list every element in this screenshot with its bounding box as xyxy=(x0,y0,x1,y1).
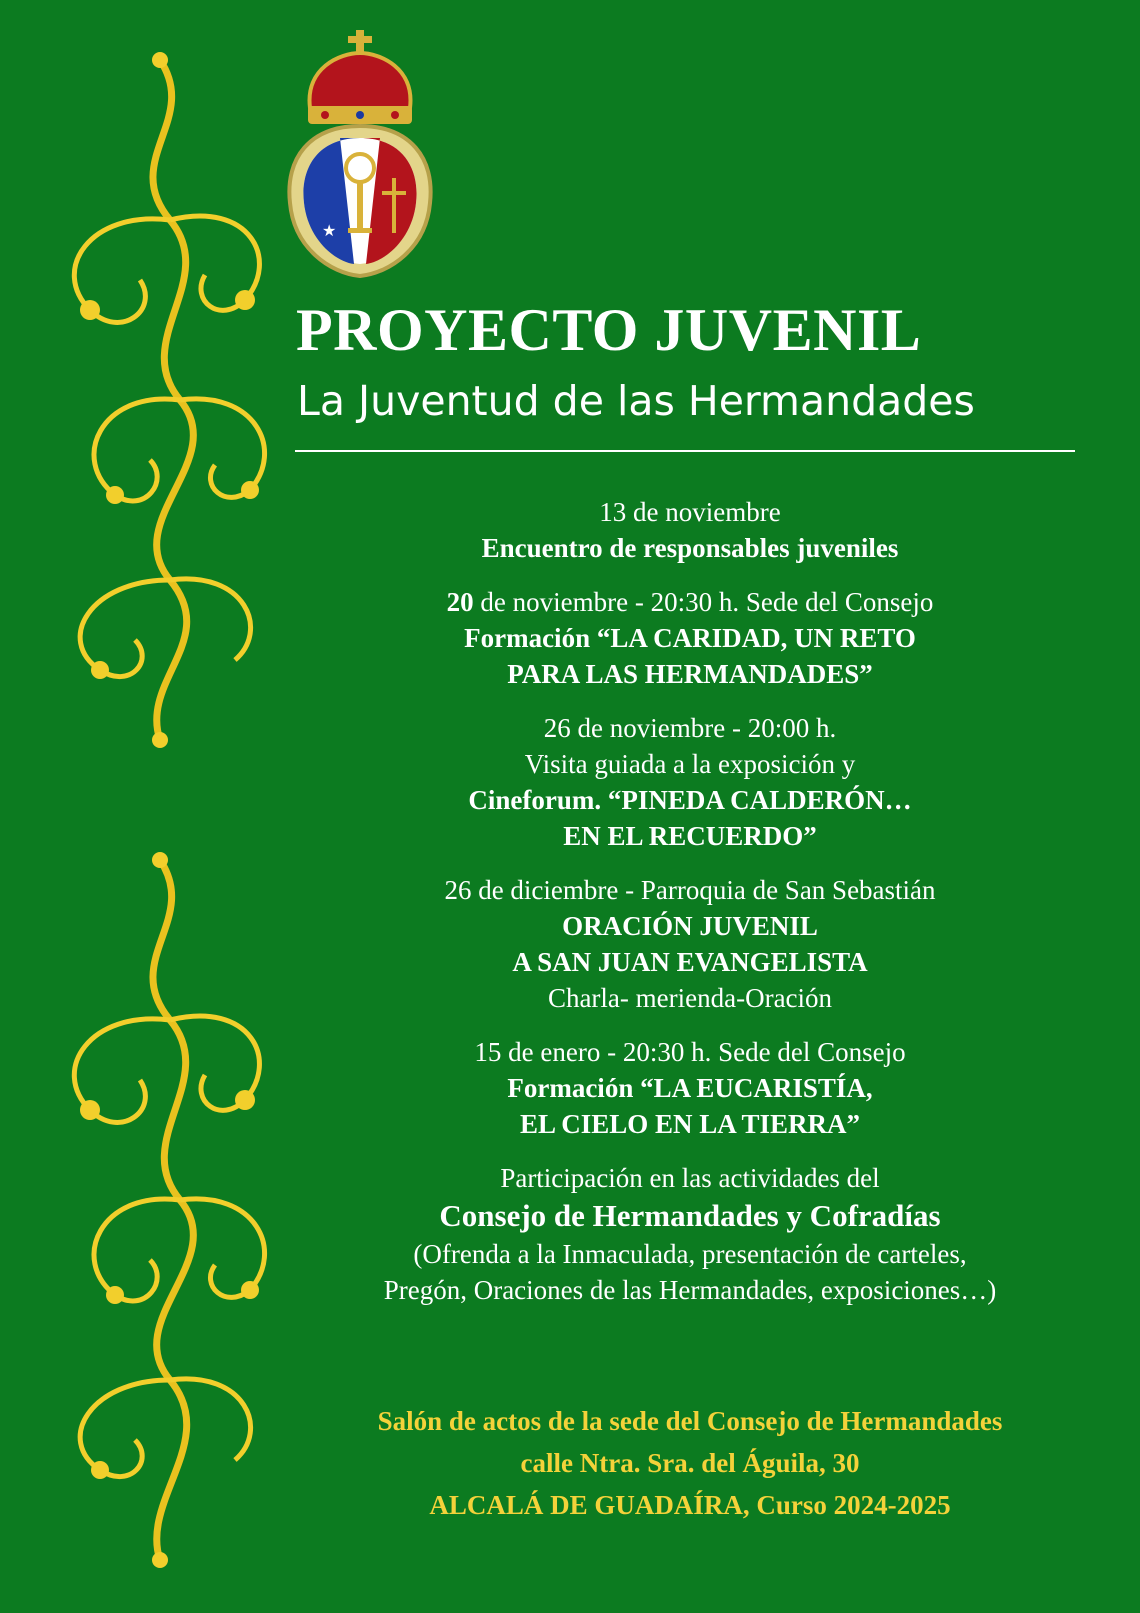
event-date: 26 de noviembre - 20:00 h. xyxy=(543,713,837,743)
participation-list-line2: Pregón, Oraciones de las Hermandades, exposiciones…) xyxy=(383,1275,997,1305)
event-title-line1: Formación “LA CARIDAD, UN RETO xyxy=(464,623,916,653)
gold-scroll-ornament xyxy=(30,40,300,1580)
event-title-line2: EL CIELO EN LA TIERRA” xyxy=(519,1109,861,1139)
event-item xyxy=(300,710,1080,854)
event-date: 26 de diciembre - Parroquia de San Sebastián xyxy=(444,875,936,905)
venue-line2: calle Ntra. Sra. del Águila, 30 xyxy=(520,1448,860,1478)
participation-org: Consejo de Hermandades y Cofradías xyxy=(439,1198,941,1233)
event-date: 13 de noviembre xyxy=(599,497,781,527)
event-title: Encuentro de responsables juveniles xyxy=(481,533,899,563)
event-item xyxy=(300,872,1080,1016)
event-item xyxy=(300,1034,1080,1142)
divider xyxy=(295,450,1075,452)
participation-intro: Participación en las actividades del xyxy=(500,1163,880,1193)
event-date-rest: de noviembre - 20:30 h. Sede del Consejo xyxy=(473,587,934,617)
event-title-line1: ORACIÓN JUVENIL xyxy=(562,911,818,941)
svg-text:★: ★ xyxy=(322,221,337,240)
brotherhood-crest-icon xyxy=(280,28,440,278)
event-date-day: 20 xyxy=(446,587,474,617)
event-title-line1: Cineforum. “PINEDA CALDERÓN… xyxy=(468,785,912,815)
event-date xyxy=(300,584,1080,620)
event-note: Charla- merienda-Oración xyxy=(547,983,833,1013)
event-title-line2: A SAN JUAN EVANGELISTA xyxy=(512,947,868,977)
venue-line3: ALCALÁ DE GUADAÍRA, Curso 2024-2025 xyxy=(429,1490,951,1520)
event-note: Visita guiada a la exposición y xyxy=(524,749,856,779)
participation-section xyxy=(300,1160,1080,1308)
events-list xyxy=(300,494,1080,1326)
event-item xyxy=(300,494,1080,566)
venue-line1: Salón de actos de la sede del Consejo de Hermandades xyxy=(377,1406,1003,1436)
page-subtitle: La Juventud de las Hermandades xyxy=(297,377,975,425)
event-title-line1: Formación “LA EUCARISTÍA, xyxy=(507,1073,873,1103)
event-date: 15 de enero - 20:30 h. Sede del Consejo xyxy=(474,1037,906,1067)
event-item xyxy=(300,584,1080,692)
participation-list-line1: (Ofrenda a la Inmaculada, presentación de carteles, xyxy=(413,1239,967,1269)
venue-footer xyxy=(240,1400,1140,1526)
event-title-line2: EN EL RECUERDO” xyxy=(563,821,817,851)
page-title: PROYECTO JUVENIL xyxy=(296,297,922,363)
event-title-line2: PARA LAS HERMANDADES” xyxy=(507,659,873,689)
